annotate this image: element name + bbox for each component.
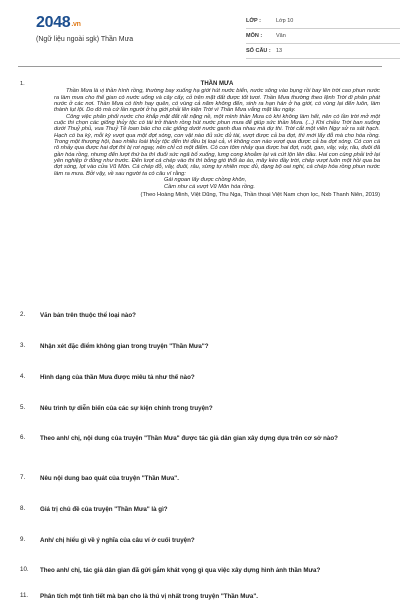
meta-key: LỚP : [246, 18, 261, 24]
meta-row-class [246, 14, 400, 29]
meta-row-count [246, 44, 400, 59]
story-paragraph: Công việc phân phối nước cho khắp mặt đất rất nặng nề, một mình thần Mưa có khi không làm hết, nên có lần trời mở một cuộc thi chọn các giống thủy tộc có tài trở thành rồng hút nước phun mưa để giúp sức thần Mưa. (...) Khi chiều Trời ban xuống dưới Thuỷ phủ, vua Thuỷ Tề loan báo cho các giống dưới nước ganh đua nhau mà dự thi. Trời cắt một viên Ngự sử ra sát hạch. Hạch có ba kỳ, mỗi kỳ vượt qua một đợt sóng, con vật nào đủ sức đủ tài, vượt được cả ba đợt, thì mới lấy đỗ mà cho hóa rồng. Trong một thượng hội, bao nhiêu loài thủy tộc đến thi đều bị loại cả, vì không con nào vượt qua được cả ba đợt sóng. Có con cá rô nhảy qua được hai đợt thì bị rơi ngay, nên chỉ có một điểm. Có con tôm nhảy qua được hai đợt, ruột, gan, vây, vảy, râu, đuôi đã gần hóa rồng, nhưng đến lượt thứ ba thì đuối sức ngã bổ xuống, lưng cong khoằm lại và cứt lộn lên đầu. Hai con cùng phải trở lại yên nghiệp ở đồng như trước. Đến lượt cá chép vào thi thì bỗng gió thổi ào ào, mây kéo đầy trời, chép vượt luôn một hồi qua ba đợt sóng, lọt vào cửa Vũ Môn. Cá chép đỗ, vây, đuôi, râu, sừng tự nhiên mọc đủ, đạng bộ oai nghi, cá chép hóa rồng phun nước làm ra mưa. Bởi vậy, về sau người ta có câu ví rằng: [54, 113, 381, 177]
question-4 [20, 373, 380, 382]
question-text: Theo anh/ chị, tác giả dân gian đã gửi gắm khát vọng gì qua việc xây dựng hình ảnh thần Mưa? [40, 567, 321, 574]
logo-text: 2048 [36, 14, 71, 31]
question-text: Anh/ chị hiểu gì về ý nghĩa của câu ví ở cuối truyện? [40, 537, 195, 544]
poem-line: Gái ngoan lấy được chồng khôn, [164, 177, 247, 184]
question-text: Văn bản trên thuộc thể loại nào? [40, 312, 136, 319]
question-text: Nêu nội dung bao quát của truyện "Thần Mưa". [40, 475, 179, 482]
question-number: 5. [20, 404, 26, 411]
worksheet-header [18, 0, 382, 64]
question-text: Nhận xét đặc điểm không gian trong truyện "Thần Mưa"? [40, 343, 209, 350]
question-number: 6. [20, 434, 26, 441]
meta-key: SỐ CÂU : [246, 48, 271, 54]
question-9 [20, 536, 380, 545]
story-body [54, 81, 380, 198]
question-number: 2. [20, 311, 26, 318]
header-divider [18, 66, 382, 67]
question-number: 3. [20, 342, 26, 349]
meta-value: 13 [276, 48, 283, 54]
question-5 [20, 404, 380, 413]
question-number: 7. [20, 474, 26, 481]
site-logo[interactable] [36, 14, 81, 32]
question-number: 1. [20, 81, 25, 87]
story-poem [164, 177, 380, 190]
question-number: 8. [20, 505, 26, 512]
meta-key: MÔN : [246, 33, 263, 39]
question-number: 9. [20, 536, 26, 543]
meta-row-subject [246, 29, 400, 44]
story-source: (Theo Hoàng Minh, Việt Dũng, Thu Nga, Thần thoại Việt Nam chọn lọc, Nxb Thanh Niên, 2019) [140, 191, 380, 198]
story-paragraph: Thần Mưa là vị thần hình rồng, thường bay xuống hạ giới hút nước biển, nước sông vào bụng rồi bay lên trời cao phun nước ra làm mưa cho thế gian có nước uống và cây cấy, cỏ trên mặt đất được tốt tươi. Thần Mưa thường theo lệnh Trời đi phân phát nước ở các nơi. Thần Mưa có tính hay quên, có vùng cả năm không đến, sinh ra hạn hán ở hạ giới, có vùng lại đến luôn, làm thành lụt lội. Do đó mà cứ lần người ở hạ giới phải lên kiện Trời vì Thần Mưa vắng mặt lâu ngày. [54, 88, 380, 114]
meta-value: Lớp 10 [276, 18, 294, 24]
question-7 [20, 474, 380, 483]
poem-line: Cầm như cá vượt Vũ Môn hóa rồng. [164, 183, 255, 190]
question-number: 11. [20, 592, 29, 599]
question-3 [20, 342, 380, 351]
worksheet-subtitle: (Ngữ liệu ngoài sgk) Thần Mưa [36, 36, 134, 43]
question-number: 4. [20, 373, 26, 380]
question-text: Hình dạng của thần Mưa được miêu tả như thế nào? [40, 374, 195, 381]
question-2 [20, 311, 380, 320]
question-number: 10. [20, 566, 29, 573]
story-title: THẦN MƯA [200, 81, 234, 87]
question-text: Phân tích một tình tiết mà bạn cho là thú vị nhất trong truyện "Thần Mưa". [40, 593, 258, 600]
question-text: Giá trị chủ đề của truyện "Thần Mưa" là gì? [40, 506, 168, 513]
question-6 [20, 434, 380, 443]
question-text: Nêu trình tự diễn biến của các sự kiện chính trong truyện? [40, 405, 213, 412]
meta-value: Văn [276, 33, 286, 39]
question-10 [20, 566, 380, 575]
question-8 [20, 505, 380, 514]
logo-tld: .vn [71, 21, 81, 28]
question-1-story [20, 81, 380, 198]
meta-table [246, 14, 400, 59]
question-text: Theo anh/ chị, nội dung của truyện "Thần Mưa" được tác giả dân gian xây dựng dựa trên cơ sở nào? [40, 435, 338, 442]
